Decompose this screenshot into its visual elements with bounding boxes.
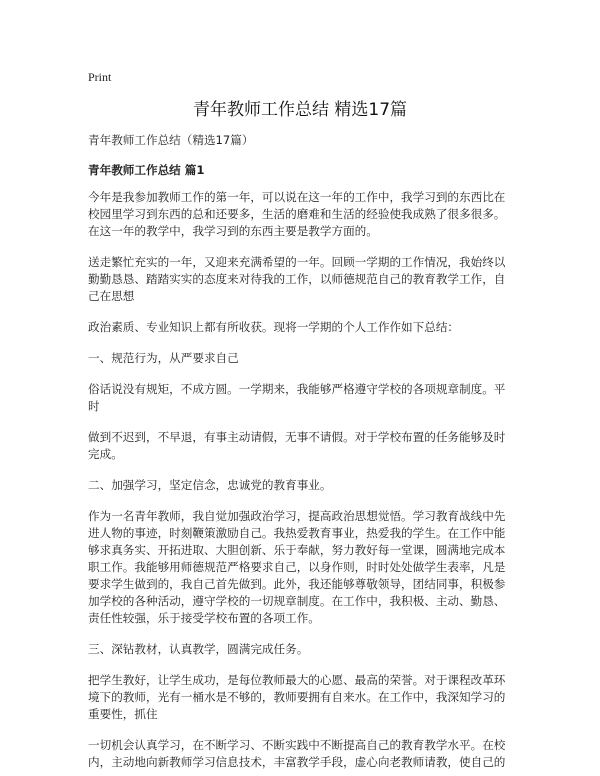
section-heading: 青年教师工作总结 篇1 [88,163,205,177]
print-link[interactable]: Print [88,70,112,84]
paragraph-4: 俗话说没有规矩，不成方圆。一学期来，我能够严格遵守学校的各项规章制度。平时 [88,382,506,413]
paragraph-8: 一切机会认真学习，在不断学习、不断实践中不断提高自己的教育教学水平。在校内，主动地向新教师学习信息技术，丰富教学手段，虚心向老教师请教，使自己的 [88,738,506,769]
page-title: 青年教师工作总结 精选17篇 [192,100,408,120]
paragraph-1: 今年是我参加教师工作的第一年，可以说在这一年的工作中，我学习到的东西比在校园里学习到东西的总和还要多，生活的磨难和生活的经验使我成熟了很多很多。在这一年的教学中，我学习到的东西主要是教学方面的。 [88,190,506,238]
subheading-1: 一、规范行为，从严要求自己 [88,351,239,365]
paragraph-2: 送走繁忙充实的一年，又迎来充满希望的一年。回顾一学期的工作情况，我始终以勤勤恳恳、踏踏实实的态度来对待我的工作，以师德规范自己的教育教学工作，自己在思想 [88,255,506,303]
document-subtitle: 青年教师工作总结（精选17篇） [88,133,254,147]
paragraph-5: 做到不迟到，不早退，有事主动请假，无事不请假。对于学校布置的任务能够及时完成。 [88,430,506,461]
paragraph-6: 作为一名青年教师，我自觉加强政治学习，提高政治思想觉悟。学习教育战线中先进人物的事迹，时刻鞭策激励自己。我热爱教育事业，热爱我的学生。在工作中能够求真务实、开拓进取、大胆创新、乐于奉献，努力教好每一堂课，圆满地完成本职工作。我能够用师德规范严格要求自己，以身作则，时时处处做学生表率，凡是要求学生做到的，我自己首先做到。此外，我还能够尊敬领导，团结同事，积极参加学校的各种活动，遵守学校的一切规章制度。在工作中，我积极、主动、勤恳、责任性较强，乐于接受学校布置的各项工作。 [88,509,506,625]
document-body [88,132,516,776]
paragraph-7: 把学生教好，让学生成功，是每位教师最大的心愿、最高的荣誉。对于课程改革环境下的教师，光有一桶水是不够的，教师要拥有自来水。在工作中，我深知学习的重要性，抓住 [88,673,506,721]
paragraph-3: 政治素质、专业知识上都有所收获。现将一学期的个人工作作如下总结： [88,320,460,334]
subheading-3: 三、深钻教材，认真教学，圆满完成任务。 [88,642,309,656]
subheading-2: 二、加强学习，坚定信念，忠诚党的教育事业。 [88,478,332,492]
